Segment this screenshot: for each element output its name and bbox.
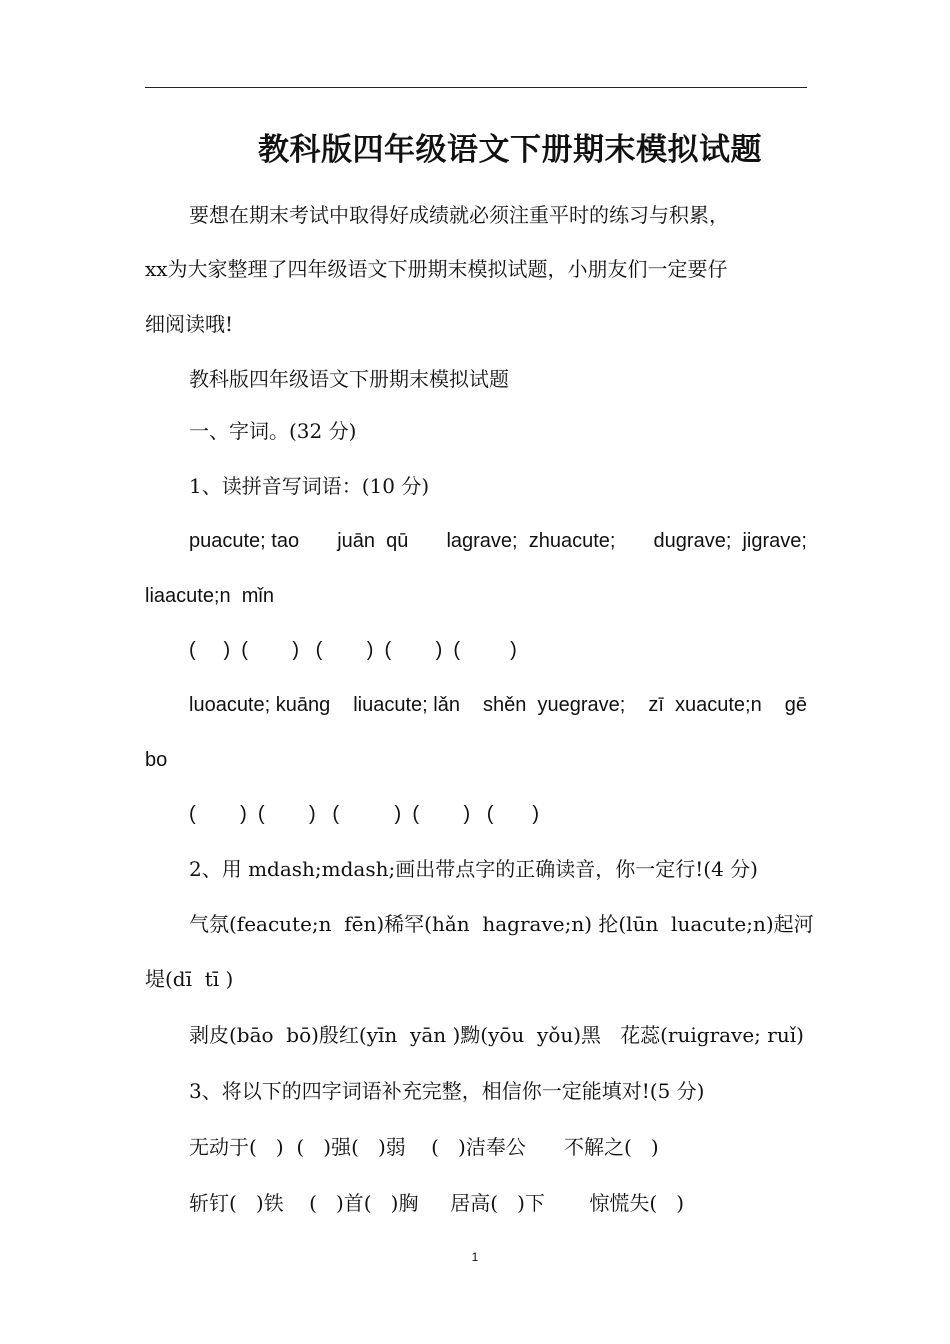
idiom-row-1[interactable]: 无动于( ) ( )强( )弱 ( )洁奉公 不解之( ): [189, 1135, 659, 1159]
answer-blanks-1[interactable]: ( ) ( ) ( ) ( ) ( ): [189, 639, 517, 661]
reading-row-1: [189, 912, 814, 936]
answer-blanks-2[interactable]: ( ) ( ) ( ) ( ) ( ): [189, 803, 539, 825]
page-number: 1: [471, 1250, 479, 1264]
pinyin-row-2: [189, 695, 807, 715]
reading-row-1-wrap: 堤(dī tī ): [145, 967, 234, 991]
intro-line-1: 要想在期末考试中取得好成绩就必须注重平时的练习与积累，: [189, 203, 729, 227]
pinyin-item: juān qū: [337, 530, 409, 552]
pinyin-item: gē: [784, 694, 807, 716]
section-1-heading: 一、字词。(32 分): [189, 419, 357, 443]
reading-row-2: 剥皮(bāo bō)殷红(yīn yān )黝(yōu yǒu)黑 花蕊(ruigrave; ruǐ): [189, 1023, 804, 1047]
pinyin-row-2-wrap: bo: [145, 749, 168, 771]
pinyin-item: lagrave; zhuacute;: [446, 530, 616, 552]
question-2-heading: 2、用 mdash;mdash;画出带点字的正确读音，你一定行!(4 分): [189, 857, 758, 881]
document-title: 教科版四年级语文下册期末模拟试题: [258, 132, 762, 168]
pinyin-item: luoacute; kuāng: [189, 694, 331, 716]
reading-item: 河: [793, 912, 814, 936]
pinyin-item: dugrave; jigrave;: [653, 530, 807, 552]
pinyin-item: shěn yuegrave;: [482, 694, 626, 716]
pinyin-row-1-wrap: liaacute;n mǐn: [145, 585, 274, 607]
pinyin-item: zī xuacute;n: [648, 694, 762, 716]
question-3-heading: 3、将以下的四字词语补充完整，相信你一定能填对!(5 分): [189, 1079, 705, 1103]
idiom-row-2[interactable]: 斩钉( )铁 ( )首( )胸 居高( )下 惊慌失( ): [189, 1191, 685, 1215]
intro-line-2: xx为大家整理了四年级语文下册期末模拟试题，小朋友们一定要仔: [145, 257, 728, 281]
exam-subtitle: 教科版四年级语文下册期末模拟试题: [189, 367, 509, 391]
pinyin-row-1: [189, 531, 807, 551]
header-rule: [145, 87, 807, 88]
pinyin-item: puacute; tao: [189, 530, 300, 552]
pinyin-item: liuacute; lǎn: [353, 694, 460, 716]
reading-item: 气氛(feacute;n fēn)稀罕(hǎn hagrave;n) 抡(lūn luacute;n)起: [189, 912, 794, 936]
intro-line-3: 细阅读哦!: [145, 312, 234, 336]
question-1-heading: 1、读拼音写词语：(10 分): [189, 474, 430, 498]
